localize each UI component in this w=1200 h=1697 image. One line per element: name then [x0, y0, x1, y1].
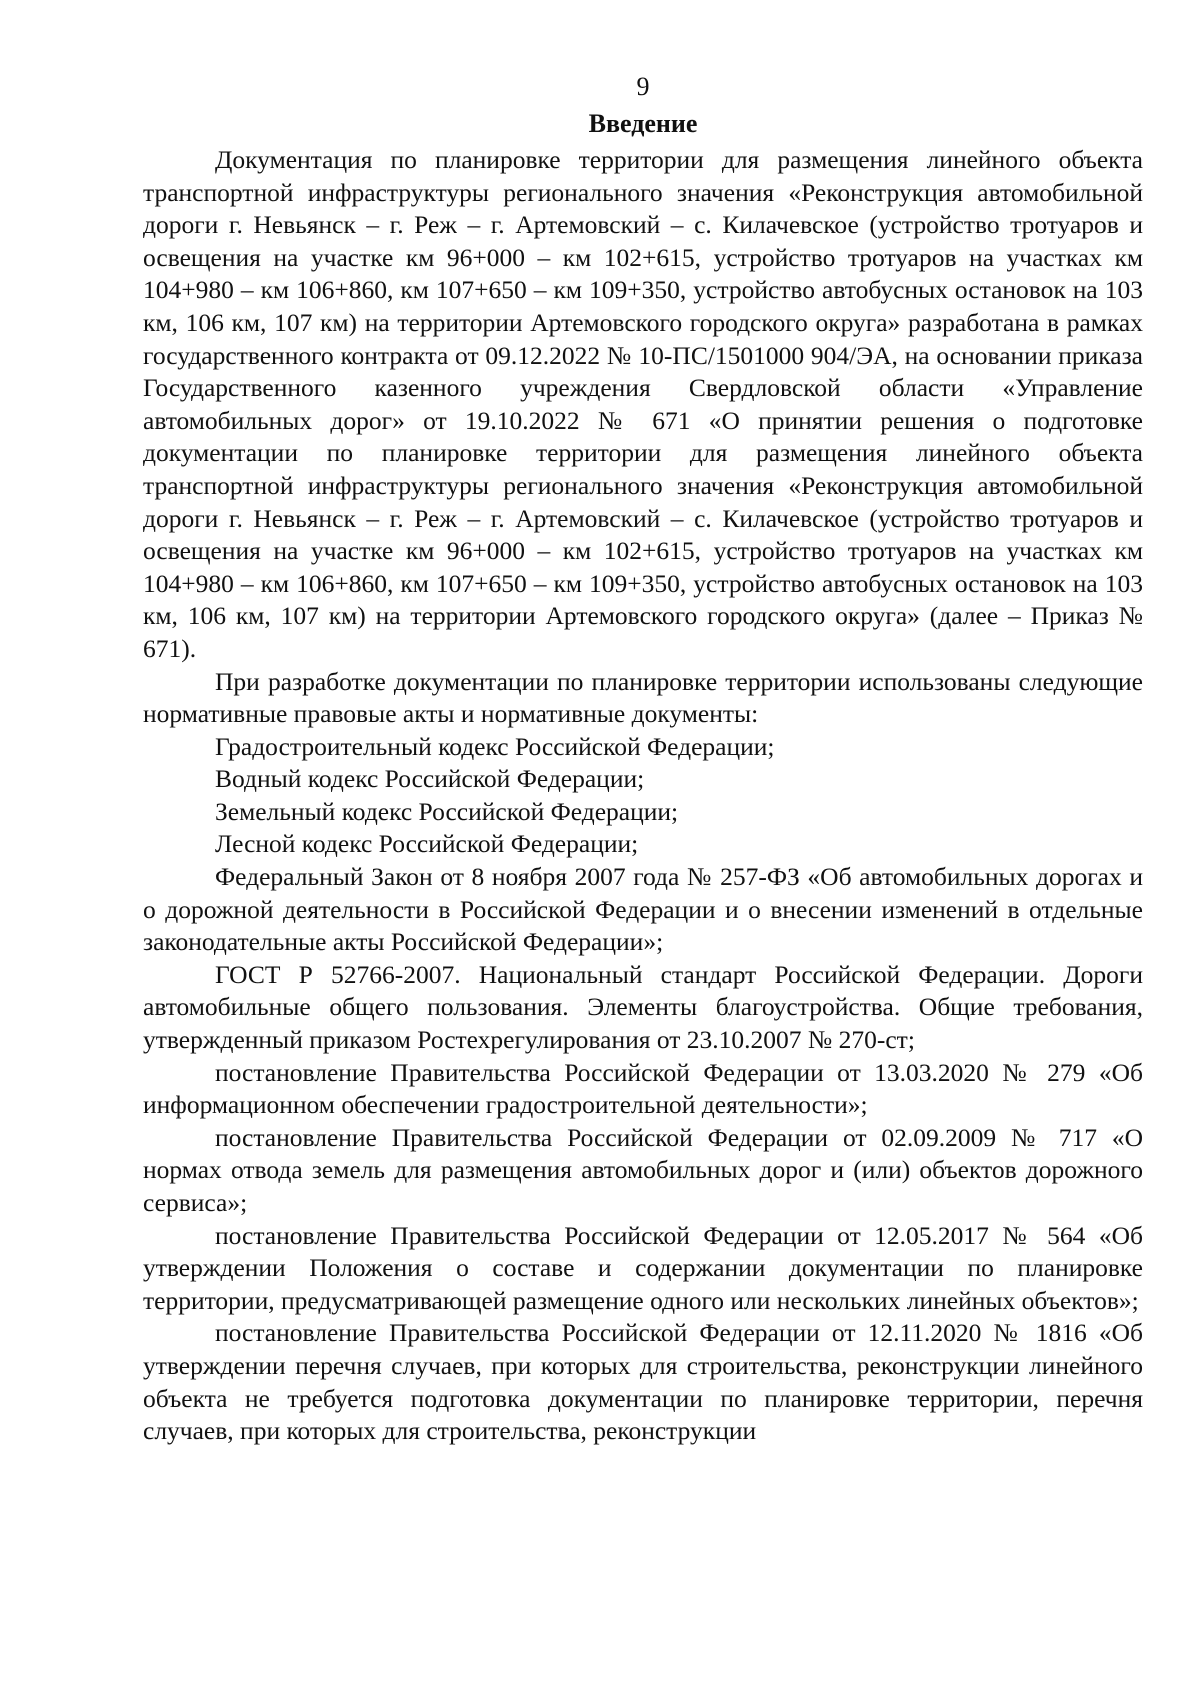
list-item-federal-law-257: Федеральный Закон от 8 ноября 2007 года № 257-ФЗ «Об автомобильных дорогах и о дорожной деятельности в Российской Федерации и о внесении изменений в отдельные законодательные акты Российской Федерации»;: [143, 862, 1143, 957]
list-item-land-code: Земельный кодекс Российской Федерации;: [215, 796, 679, 826]
section-title: Введение: [588, 109, 698, 138]
page-number: 9: [636, 72, 650, 101]
list-item-gost-52766: ГОСТ Р 52766-2007. Национальный стандарт Российской Федерации. Дороги автомобильные общего пользования. Элементы благоустройства. Общие требования, утвержденный приказом Ростехрегулирования от 23.10.2007 № 270-ст;: [143, 959, 1143, 1055]
list-item-resolution-279: постановление Правительства Российской Федерации от 13.03.2020 № 279 «Об информационном обеспечении градостроительной деятельности»;: [143, 1057, 1143, 1120]
list-item-resolution-1816: постановление Правительства Российской Федерации от 12.11.2020 № 1816 «Об утверждении перечня случаев, при которых для строительства, реконструкции линейного объекта не требуется подготовка документации по планировке территории, перечня случаев, при которых для строительства, реконструкции: [143, 1318, 1143, 1446]
list-item-urban-code: Градостроительный кодекс Российской Федерации;: [215, 731, 775, 761]
list-item-resolution-564: постановление Правительства Российской Федерации от 12.05.2017 № 564 «Об утверждении Положения о составе и содержании документации по планировке территории, предусматривающей размещение одного или нескольких линейных объектов»;: [143, 1220, 1143, 1315]
list-item-resolution-717: постановление Правительства Российской Федерации от 02.09.2009 № 717 «О нормах отвода земель для размещения автомобильных дорог и (или) объектов дорожного сервиса»;: [143, 1122, 1143, 1217]
list-item-forest-code: Лесной кодекс Российской Федерации;: [215, 829, 639, 859]
document-page: [143, 70, 1143, 1448]
paragraph-intro: Документация по планировке территории для размещения линейного объекта транспортной инфраструктуры регионального значения «Реконструкция автомобильной дороги г. Невьянск – г. Реж – г. Артемовский – с. Килачевское (устройство тротуаров и освещения на участке км 96+000 – км 102+615, устройство тротуаров на участках км 104+980 – км 106+860, км 107+650 – км 109+350, устройство автобусных остановок на 103 км, 106 км, 107 км) на территории Артемовского городского округа» разработана в рамках государственного контракта от 09.12.2022 № 10-ПС/1501000 904/ЭА, на основании приказа Государственного казенного учреждения Свердловской области «Управление автомобильных дорог» от 19.10.2022 № 671 «О принятии решения о подготовке документации по планировке территории для размещения линейного объекта транспортной инфраструктуры регионального значения «Реконструкция автомобильной дороги г. Невьянск – г. Реж – г. Артемовский – с. Килачевское (устройство тротуаров и освещения на участке км 96+000 – км 102+615, устройство тротуаров на участках км 104+980 – км 106+860, км 107+650 – км 109+350, устройство автобусных остановок на 103 км, 106 км, 107 км) на территории Артемовского городского округа» (далее – Приказ № 671).: [143, 145, 1143, 663]
list-item-water-code: Водный кодекс Российской Федерации;: [215, 764, 645, 794]
paragraph-regulations-lead: При разработке документации по планировке территории использованы следующие нормативные правовые акты и нормативные документы:: [143, 666, 1143, 729]
